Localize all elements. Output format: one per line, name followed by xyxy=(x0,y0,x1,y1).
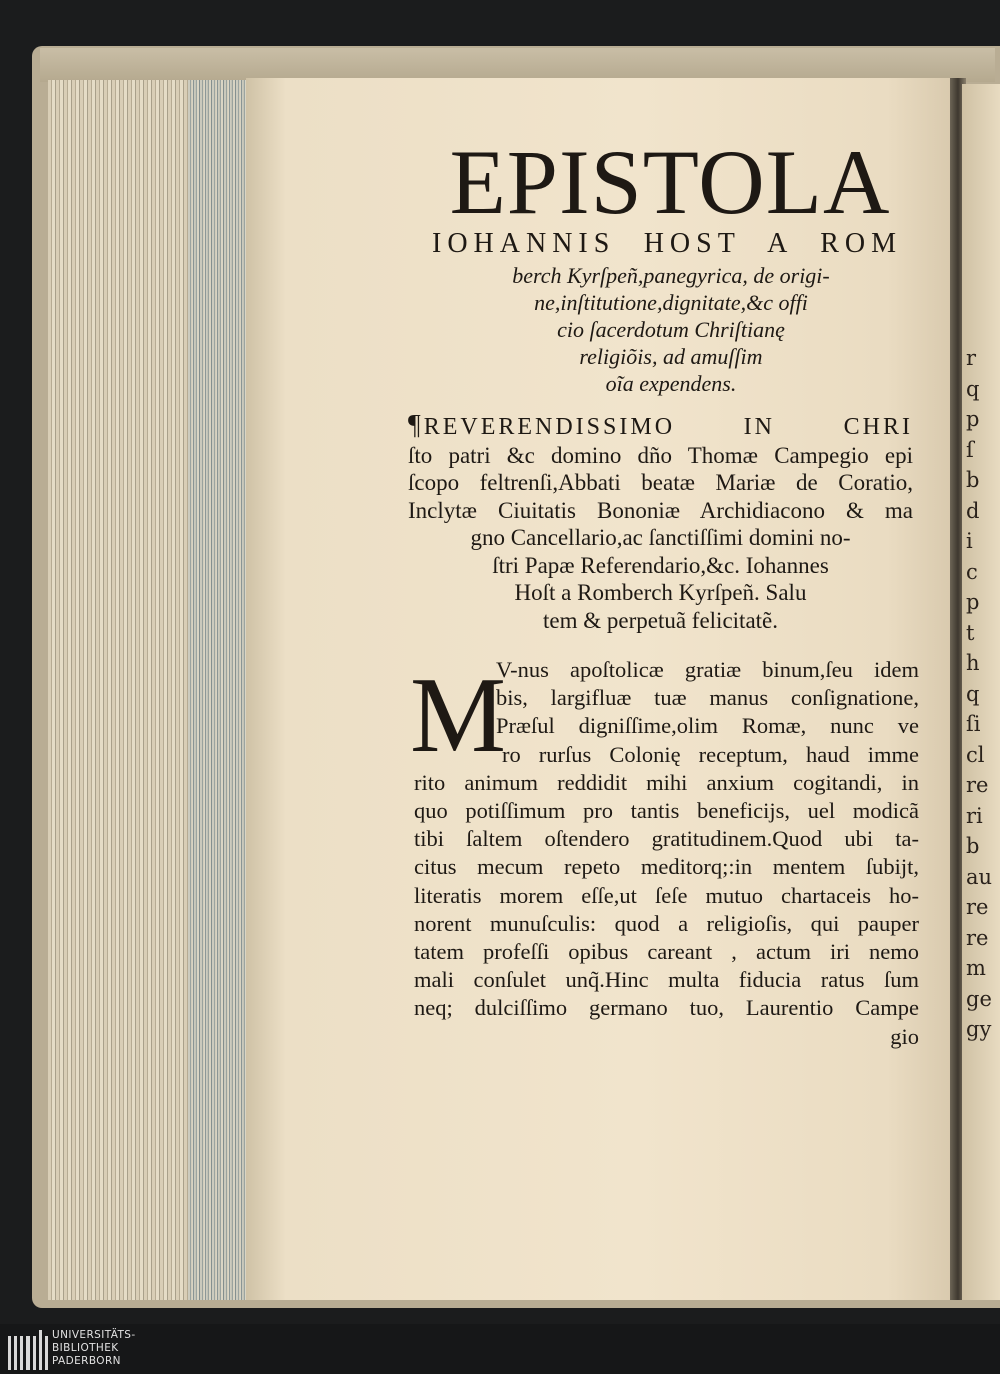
facing-page-letter: q xyxy=(966,376,980,401)
greeting-line: ſto patri &c domino dño Thomæ Campegio epi xyxy=(408,442,913,468)
logo-line: PADERBORN xyxy=(52,1355,121,1367)
facing-page-letter: cl xyxy=(966,742,985,767)
catchword: gio xyxy=(890,1023,919,1049)
page-subtitle: IOHANNIS HOST A ROM xyxy=(432,228,902,259)
body-line: mali conſulet unq̃.Hinc multa fiducia ratus ſum xyxy=(414,967,919,993)
facing-page-letter: re xyxy=(966,925,989,950)
facing-page-letter: re xyxy=(966,773,989,797)
facing-page-letter: q xyxy=(966,681,980,706)
pilcrow-icon: ¶ xyxy=(408,410,424,441)
library-logo-icon xyxy=(8,1328,48,1370)
facing-page-letter: au xyxy=(966,864,993,889)
facing-page-letter: i xyxy=(966,529,973,553)
facing-page-letter: c xyxy=(966,559,978,584)
facing-page-letter: m xyxy=(966,956,986,980)
body-line: norent munuſculis: quod a religioſis, qui pauper xyxy=(414,910,919,936)
intro-line: cio ſacerdotum Chriſtianę xyxy=(557,317,785,342)
page-title: EPISTOLA xyxy=(449,131,891,233)
body-line: Præſul digniſſime,olim Romæ, nunc ve xyxy=(496,713,919,739)
page-edges xyxy=(48,80,258,1300)
body-line: tatem profeſſi opibus careant , actum iri nemo xyxy=(414,939,919,965)
body-line: ro rurſus Colonię receptum, haud imme xyxy=(502,741,919,767)
intro-line: berch Kyrſpeñ,panegyrica, de origi- xyxy=(512,263,830,288)
facing-page-fragment xyxy=(962,84,1000,1300)
body-line: literatis morem eſſe,ut ſeſe mutuo chartaceis ho- xyxy=(414,882,919,908)
greeting-line: Hoſt a Romberch Kyrſpeñ. Salu xyxy=(514,580,807,605)
facing-page-letter: ſi xyxy=(966,712,981,736)
logo-line: BIBLIOTHEK xyxy=(52,1342,119,1354)
greeting-line: gno Cancellario,ac ſanctiſſimi domini no- xyxy=(470,525,851,550)
body-line: neq; dulciſſimo germano tuo, Laurentio Campe xyxy=(414,995,919,1021)
intro-block xyxy=(436,262,906,397)
intro-line: oĩa expendens. xyxy=(605,371,737,396)
intro-line: ne,inſtitutione,dignitate,&c offi xyxy=(534,290,808,315)
facing-page-letter: ſ xyxy=(966,437,974,462)
greeting-line: ſcopo feltrenſi,Abbati beatæ Mariæ de Coratio, xyxy=(408,470,913,495)
body-text xyxy=(410,656,919,1051)
facing-page-letter: re xyxy=(966,895,989,919)
facing-page-letter: d xyxy=(966,498,980,523)
facing-page-letter: b xyxy=(966,468,980,492)
body-line: tibi ſaltem oſtendero gratitudinem.Quod ubi ta- xyxy=(414,826,919,852)
facing-page-letter: p xyxy=(966,590,980,614)
facing-page-letter: p xyxy=(966,407,980,431)
body-line: V-nus apoſtolicæ gratiæ binum,ſeu idem xyxy=(496,657,919,682)
body-line: bis, largifluæ tuæ manus conſignatione, xyxy=(496,685,919,711)
greeting-line: ¶REVERENDISSIMO IN CHRI xyxy=(408,410,913,441)
facing-page-letter: t xyxy=(966,620,975,645)
greeting-block xyxy=(408,412,913,634)
book-cover-top-edge xyxy=(40,48,995,82)
greeting-line: tem & perpetuã felicitatẽ. xyxy=(543,607,778,633)
facing-page-letter: gy xyxy=(966,1017,992,1041)
body-line: rito animum reddidit mihi anxium cogitandi, in xyxy=(414,769,919,795)
footer-bar xyxy=(0,1324,1000,1374)
body-line: citus mecum repeto meditorq;:in mentem ſubijt, xyxy=(414,854,919,880)
facing-page-letter: r xyxy=(966,346,977,370)
library-logo-text xyxy=(52,1329,136,1368)
logo-line: UNIVERSITÄTS- xyxy=(52,1329,136,1341)
body-line: quo potiſſimum pro tantis beneficijs, uel modicã xyxy=(414,798,919,824)
greeting-line: ſtri Papæ Referendario,&c. Iohannes xyxy=(492,552,829,578)
greeting-line: Inclytæ Ciuitatis Bononiæ Archidiacono & ma xyxy=(408,497,913,523)
drop-cap: M xyxy=(410,656,507,775)
facing-page-letter: ge xyxy=(966,986,992,1011)
facing-page-letter: ri xyxy=(966,803,983,828)
facing-page-letter: b xyxy=(966,834,980,858)
facing-page-letter: h xyxy=(966,651,980,675)
intro-line: religiõis, ad amuſſim xyxy=(579,344,763,369)
